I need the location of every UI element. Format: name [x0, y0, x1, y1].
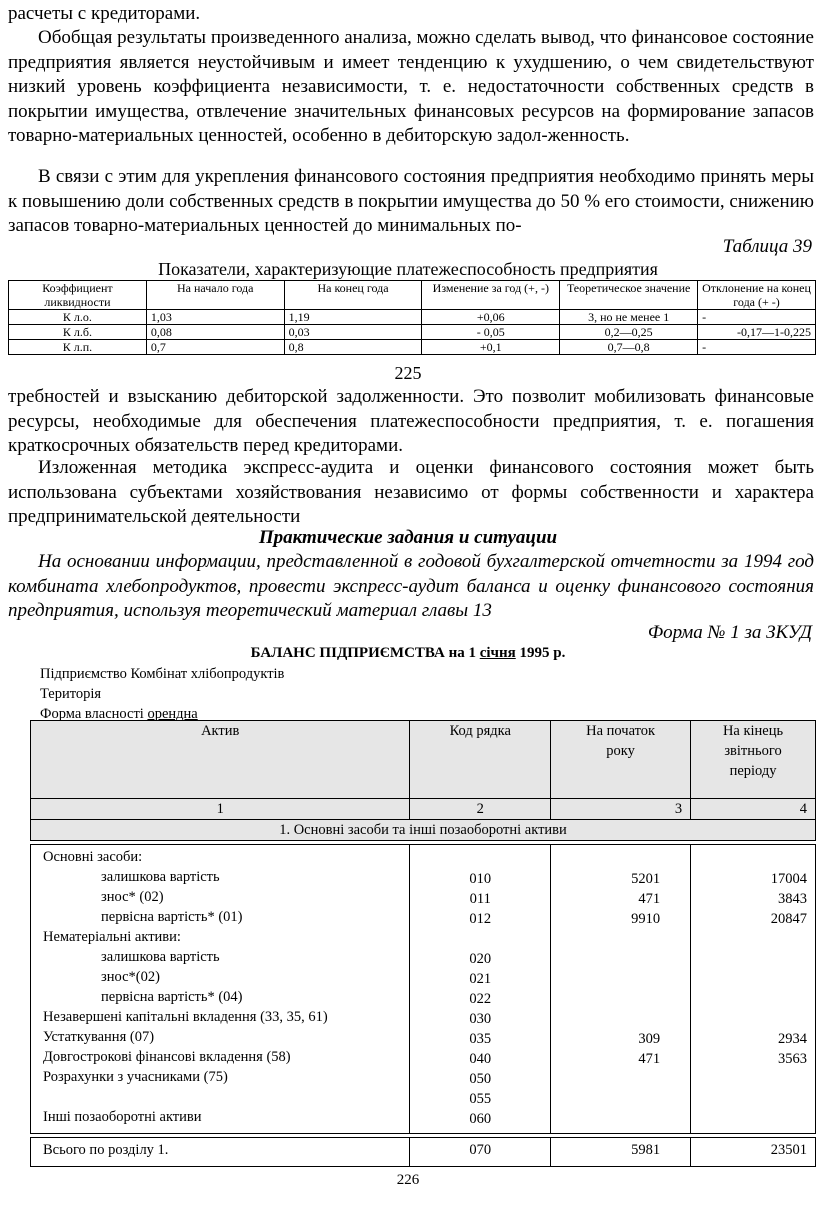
blank-line: [410, 929, 550, 949]
code: 022: [469, 991, 492, 1007]
tasks-heading: Практические задания и ситуации: [258, 527, 558, 548]
table-39-label: Таблица 39: [722, 236, 812, 257]
table-cell: 0,7: [146, 340, 284, 355]
item: первісна вартість* (01): [101, 909, 243, 925]
page-number: 226: [396, 1172, 420, 1188]
table-cell: -: [698, 310, 816, 325]
ownership-value: орендна: [147, 706, 198, 722]
paragraph-4: Изложенная методика экспресс-аудита и оценки финансового состояния может быть использована субъектами хозяйствования независимо от формы собственности и характера предпринимательской деятельности: [8, 457, 814, 527]
code: 030: [469, 1011, 492, 1027]
total-start: 5981: [551, 1138, 691, 1167]
col-num: 2: [410, 799, 551, 820]
value: 20847: [770, 911, 807, 927]
liquidity-table: [8, 280, 816, 355]
ownership-label: Форма власності: [40, 706, 148, 722]
start-cell: [551, 845, 691, 1134]
section-row: [31, 820, 816, 841]
balance-title-text: БАЛАНС ПІДПРИЄМСТВА на 1: [250, 645, 480, 661]
table-cell: 0,08: [146, 325, 284, 340]
table-row: [9, 325, 816, 340]
header-code: Код рядка: [410, 721, 551, 799]
col-num: 4: [691, 799, 816, 820]
item: Нематеріальні активи:: [43, 929, 181, 945]
item: Незавершені капітальні вкладення (33, 35, 61): [43, 1009, 328, 1025]
code: 012: [469, 911, 492, 927]
total-code: 070: [410, 1138, 551, 1167]
page-number: 225: [394, 363, 422, 383]
table-row: [9, 310, 816, 325]
header-cell: Изменение за год (+, -): [422, 281, 560, 310]
code: 020: [469, 951, 492, 967]
value: 471: [638, 891, 661, 907]
header-cell: Отклонение на конец года (+ -): [698, 281, 816, 310]
table-cell: -: [698, 340, 816, 355]
column-numbers-row: [31, 799, 816, 820]
item: знос* (02): [101, 889, 164, 905]
table-cell: 0,03: [284, 325, 422, 340]
balance-title-month: січня: [479, 645, 516, 661]
items-cell: [31, 845, 410, 1134]
item: Інші позаоборотні активи: [43, 1109, 202, 1125]
blank-line: [43, 1087, 409, 1107]
balance-title-year: 1995 р.: [515, 645, 566, 661]
code: 055: [469, 1091, 492, 1107]
balance-body-row: [31, 845, 816, 1134]
code: 050: [469, 1071, 492, 1087]
value: 3563: [778, 1051, 807, 1067]
table-cell: 0,2—0,25: [560, 325, 698, 340]
balance-table: [30, 720, 816, 1167]
end-cell: [691, 845, 816, 1134]
value: 309: [638, 1031, 661, 1047]
paragraph-0: расчеты с кредиторами.: [8, 3, 201, 24]
item: знос*(02): [101, 969, 160, 985]
enterprise-line: Підприємство Комбінат хлібопродуктів: [40, 666, 285, 682]
balance-title: [0, 645, 816, 662]
table-39-title: Показатели, характеризующие платежеспособность предприятия: [158, 259, 658, 279]
table-row: [9, 340, 816, 355]
item: Розрахунки з учасниками (75): [43, 1069, 228, 1085]
table-cell: +0,1: [422, 340, 560, 355]
col-num: 1: [31, 799, 410, 820]
header-cell: На начало года: [146, 281, 284, 310]
table-cell: 0,8: [284, 340, 422, 355]
code: 010: [469, 871, 492, 887]
table-cell: К л.б.: [9, 325, 147, 340]
total-end: 23501: [691, 1138, 816, 1167]
code: 040: [469, 1051, 492, 1067]
code: 035: [469, 1031, 492, 1047]
item: Основні засоби:: [43, 849, 143, 865]
balance-header-row: [31, 721, 816, 799]
item: Довгострокові фінансові вкладення (58): [43, 1049, 291, 1065]
section-1-title: 1. Основні засоби та інші позаоборотні активи: [31, 820, 816, 841]
paragraph-5: На основании информации, представленной в годовой бухгалтерской отчетности за 1994 год комбината хлебопродуктов, провести экспресс-аудит баланса и оценку финансового состояния предприятия, используя теоретический материал главы 13: [8, 551, 814, 621]
paragraph-3: требностей и взысканию дебиторской задолженности. Это позволит мобилизовать финансовые ресурсы, необходимые для обеспечения платежеспособности предприятия, т. е. погашения краткосрочных обязательств перед кредиторами.: [8, 386, 814, 456]
code: 011: [469, 891, 491, 907]
header-cell: На конец года: [284, 281, 422, 310]
item: залишкова вартість: [101, 949, 220, 965]
form-label: Форма № 1 за ЗКУД: [647, 622, 812, 643]
territory-line: Територія: [40, 686, 102, 702]
header-aktyv: Актив: [31, 721, 410, 799]
paragraph-1: Обобщая результаты произведенного анализа, можно сделать вывод, что финансовое состояние предприятия является неустойчивым и имеет тенденцию к ухудшению, о чем свидетельствуют низкий уровень коэффициента независимости, т. е. недостаточности собственных средств в покрытии имущества, отвлечение значительных финансовых ресурсов на формирование запасов товарно-материальных ценностей, особенно в дебиторскую задол-женность.: [8, 27, 814, 146]
value: 3843: [778, 891, 807, 907]
total-row: [31, 1138, 816, 1167]
col-num: 3: [551, 799, 691, 820]
codes-cell: [410, 845, 551, 1134]
blank-block: [691, 929, 807, 1029]
value: 5201: [631, 871, 661, 887]
table-cell: 0,7—0,8: [560, 340, 698, 355]
table-cell: 1,03: [146, 310, 284, 325]
header-start: На початок року: [551, 721, 691, 799]
item: Устаткування (07): [43, 1029, 155, 1045]
item: первісна вартість* (04): [101, 989, 243, 1005]
value: 9910: [631, 911, 661, 927]
value: 17004: [770, 871, 807, 887]
table-cell: 3, но не менее 1: [560, 310, 698, 325]
table-cell: +0,06: [422, 310, 560, 325]
code: 060: [469, 1111, 492, 1127]
table-header-row: [9, 281, 816, 310]
blank-block: [551, 929, 660, 1029]
value: 2934: [778, 1031, 807, 1047]
code: 021: [469, 971, 492, 987]
header-cell: Теоретическое значение: [560, 281, 698, 310]
value: 471: [638, 1051, 661, 1067]
table-cell: 1,19: [284, 310, 422, 325]
table-cell: К л.п.: [9, 340, 147, 355]
balance-meta: [40, 664, 284, 724]
paragraph-2: В связи с этим для укрепления финансового состояния предприятия необходимо принять меры к повышению доли собственных средств в покрытии имущества до 50 % его стоимости, снижению запасов товарно-материальных ценностей до минимальных по-: [8, 166, 814, 236]
total-label: Всього по розділу 1.: [31, 1138, 410, 1167]
table-cell: - 0,05: [422, 325, 560, 340]
header-end: На кінець звітнього періоду: [691, 721, 816, 799]
header-cell: Коэффициент ликвидности: [9, 281, 147, 310]
table-cell: -0,17—1-0,225: [698, 325, 816, 340]
table-cell: К л.о.: [9, 310, 147, 325]
item: залишкова вартість: [101, 869, 220, 885]
